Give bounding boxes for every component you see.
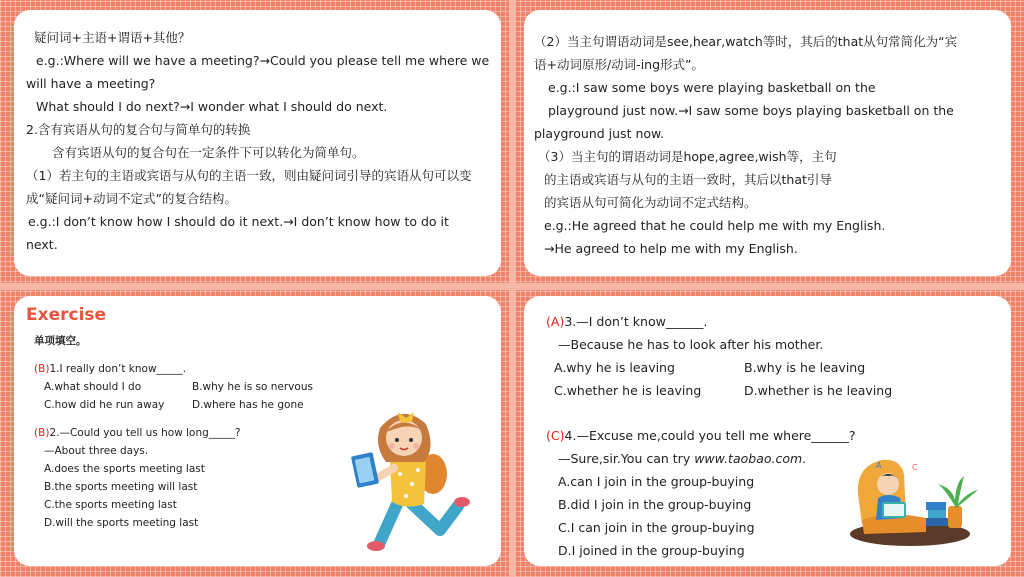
- exercise-title: Exercise: [26, 305, 107, 325]
- svg-text:A: A: [876, 461, 882, 470]
- option: C.the sports meeting last: [44, 499, 177, 511]
- exercise-panel-bottom-left: [14, 296, 501, 566]
- text-line: 的宾语从句可简化为动词不定式结构。: [544, 195, 757, 210]
- grammar-panel-top-left: [14, 10, 501, 276]
- text-line: playground just now.: [534, 126, 665, 141]
- option: D.will the sports meeting last: [44, 517, 199, 529]
- boy-reading-illustration: [848, 454, 988, 550]
- question-1-stem: (B)1.I really don’t know_____.: [34, 363, 187, 375]
- text-line: →He agreed to help me with my English.: [544, 241, 798, 256]
- text-line: （1）若主句的主语或宾语与从句的主语一致，则由疑问词引导的宾语从句可以变: [26, 168, 472, 183]
- exercise-panel-bottom-right: [524, 296, 1011, 566]
- text-line: e.g.:I saw some boys were playing basketball on the: [548, 80, 876, 95]
- option: D.whether is he leaving: [744, 383, 893, 398]
- option: B.the sports meeting will last: [44, 481, 198, 493]
- option: C.I can join in the group-buying: [558, 520, 755, 535]
- question-3-stem: (A)3.—I don’t know______.: [546, 314, 708, 329]
- text-line: 的主语或宾语与从句的主语一致时，其后以that引导: [544, 172, 832, 187]
- text-line: 语+动词原形/动词-ing形式”。: [534, 57, 705, 72]
- text-line: 含有宾语从句的复合句在一定条件下可以转化为简单句。: [52, 145, 365, 160]
- text-line: next.: [26, 237, 58, 252]
- text-line: （3）当主句的谓语动词是hope,agree,wish等，主句: [538, 149, 837, 164]
- option: A.can I join in the group-buying: [558, 474, 755, 489]
- answer-q4: C: [550, 428, 560, 443]
- option: B.why is he leaving: [744, 360, 866, 375]
- question-4-stem: (C)4.—Excuse me,could you tell me where______?: [546, 428, 856, 443]
- text-line: What should I do next?→I wonder what I should do next.: [36, 99, 388, 114]
- question-2-stem: (B)2.—Could you tell us how long_____?: [34, 427, 241, 439]
- section-heading: 2.含有宾语从句的复合句与简单句的转换: [26, 122, 251, 137]
- option: B.did I join in the group-buying: [558, 497, 752, 512]
- answer-q3: A: [550, 314, 560, 329]
- option: A.what should I do: [44, 381, 142, 393]
- option: A.why he is leaving: [554, 360, 675, 375]
- text-line: （2）当主句谓语动词是see,hear,watch等时，其后的that从句常简化为“宾: [534, 34, 958, 49]
- text-line: 疑问词+主语+谓语+其他？: [34, 30, 191, 45]
- text-line: will have a meeting?: [26, 76, 156, 91]
- horizontal-divider: [0, 283, 1024, 290]
- answer-q2: B: [38, 427, 46, 439]
- text-line: e.g.:I don’t know how I should do it next.→I don’t know how to do it: [28, 214, 449, 229]
- text-line: 成“疑问词+动词不定式”的复合结构。: [26, 191, 237, 206]
- option: C.whether he is leaving: [554, 383, 702, 398]
- option: C.how did he run away: [44, 399, 165, 411]
- website-link: www.taobao.com: [694, 451, 803, 466]
- svg-text:C: C: [912, 463, 918, 472]
- option: B.why he is so nervous: [192, 381, 313, 393]
- answer-q1: B: [38, 363, 46, 375]
- text-line: e.g.:Where will we have a meeting?→Could you please tell me where we: [36, 53, 490, 68]
- option: D.I joined in the group-buying: [558, 543, 745, 558]
- option: D.where has he gone: [192, 399, 304, 411]
- question-2-reply: —About three days.: [44, 445, 149, 457]
- girl-reading-illustration: [340, 402, 470, 552]
- question-4-reply: —Sure,sir.You can try www.taobao.com.: [558, 451, 807, 466]
- grammar-panel-top-right: [524, 10, 1011, 276]
- exercise-instruction: 单项填空。: [34, 335, 87, 347]
- text-line: e.g.:He agreed that he could help me with my English.: [544, 218, 886, 233]
- option: A.does the sports meeting last: [44, 463, 205, 475]
- question-3-reply: —Because he has to look after his mother.: [558, 337, 824, 352]
- text-line: playground just now.→I saw some boys playing basketball on the: [548, 103, 954, 118]
